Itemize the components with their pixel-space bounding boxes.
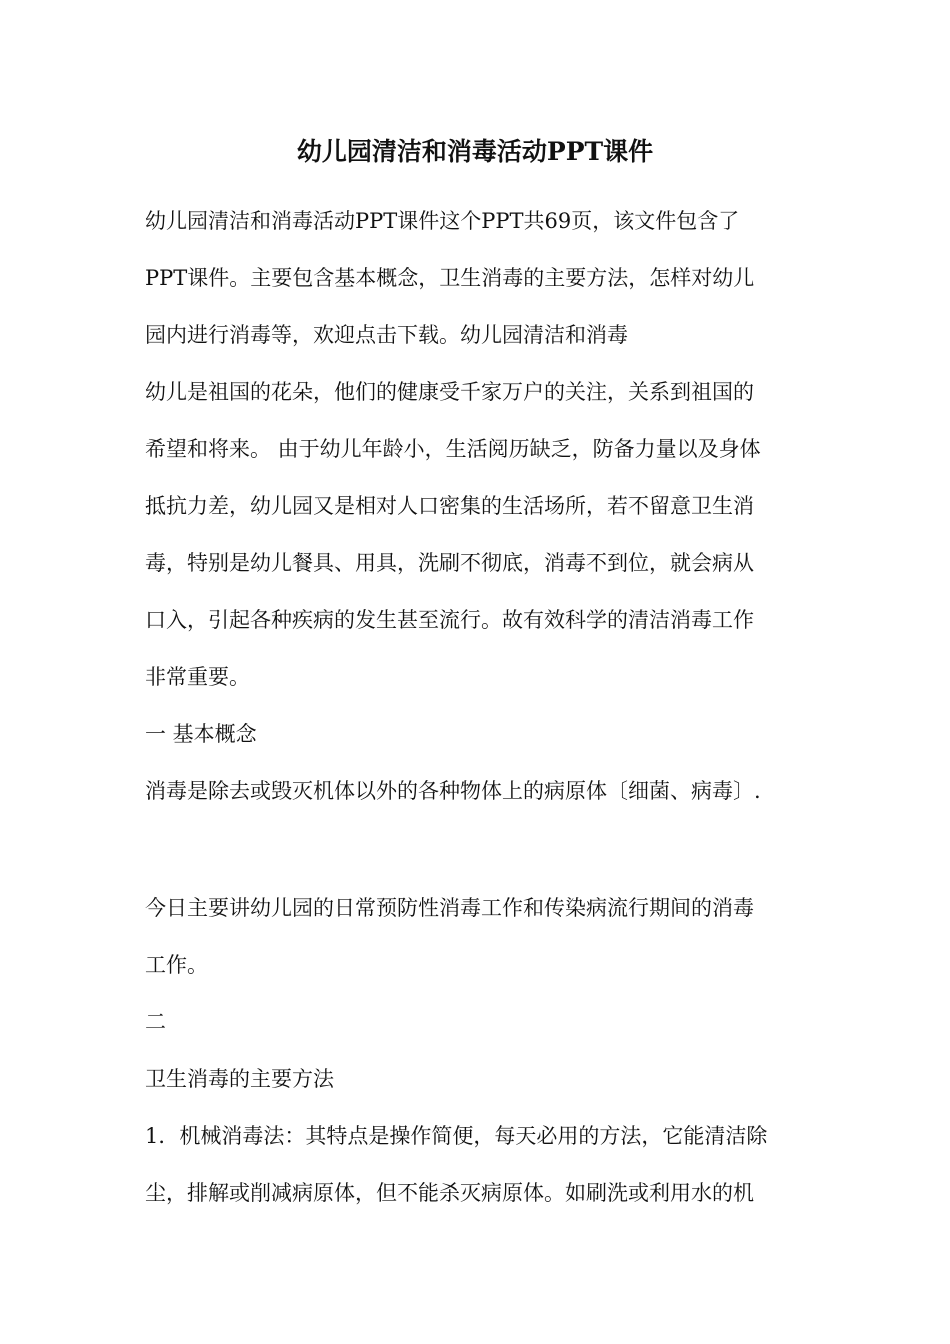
section-heading: 一 基本概念 <box>145 722 257 746</box>
paragraph-line: 幼儿是祖国的花朵，他们的健康受千家万户的关注，关系到祖国的 <box>145 380 754 404</box>
paragraph-line: 工作。 <box>145 953 208 977</box>
paragraph-line: 毒，特别是幼儿餐具、用具，洗刷不彻底，消毒不到位，就会病从 <box>145 551 754 575</box>
paragraph-line: 1．机械消毒法：其特点是操作简便，每天必用的方法，它能清洁除 <box>145 1124 768 1148</box>
paragraph-line: 尘，排解或削减病原体，但不能杀灭病原体。如刷洗或利用水的机 <box>145 1181 754 1205</box>
paragraph-line: 园内进行消毒等，欢迎点击下载。幼儿园清洁和消毒 <box>145 323 628 347</box>
paragraph-line: 幼儿园清洁和消毒活动PPT课件这个PPT共69页，该文件包含了 <box>145 209 740 233</box>
document-title: 幼儿园清洁和消毒活动PPT课件 <box>296 137 654 166</box>
paragraph-line: 希望和将来。 由于幼儿年龄小，生活阅历缺乏，防备力量以及身体 <box>145 437 761 461</box>
paragraph-line: 抵抗力差，幼儿园又是相对人口密集的生活场所，若不留意卫生消 <box>145 494 754 518</box>
paragraph-line: 口入，引起各种疾病的发生甚至流行。故有效科学的清洁消毒工作 <box>145 608 754 632</box>
section-heading: 卫生消毒的主要方法 <box>145 1067 334 1091</box>
section-heading: 二 <box>145 1010 166 1034</box>
paragraph-line: 消毒是除去或毁灭机体以外的各种物体上的病原体〔细菌、病毒〕. <box>145 779 761 803</box>
paragraph-line: 非常重要。 <box>145 665 250 689</box>
paragraph-line: 今日主要讲幼儿园的日常预防性消毒工作和传染病流行期间的消毒 <box>145 896 754 920</box>
paragraph-line: PPT课件。主要包含基本概念，卫生消毒的主要方法，怎样对幼儿 <box>145 266 755 290</box>
